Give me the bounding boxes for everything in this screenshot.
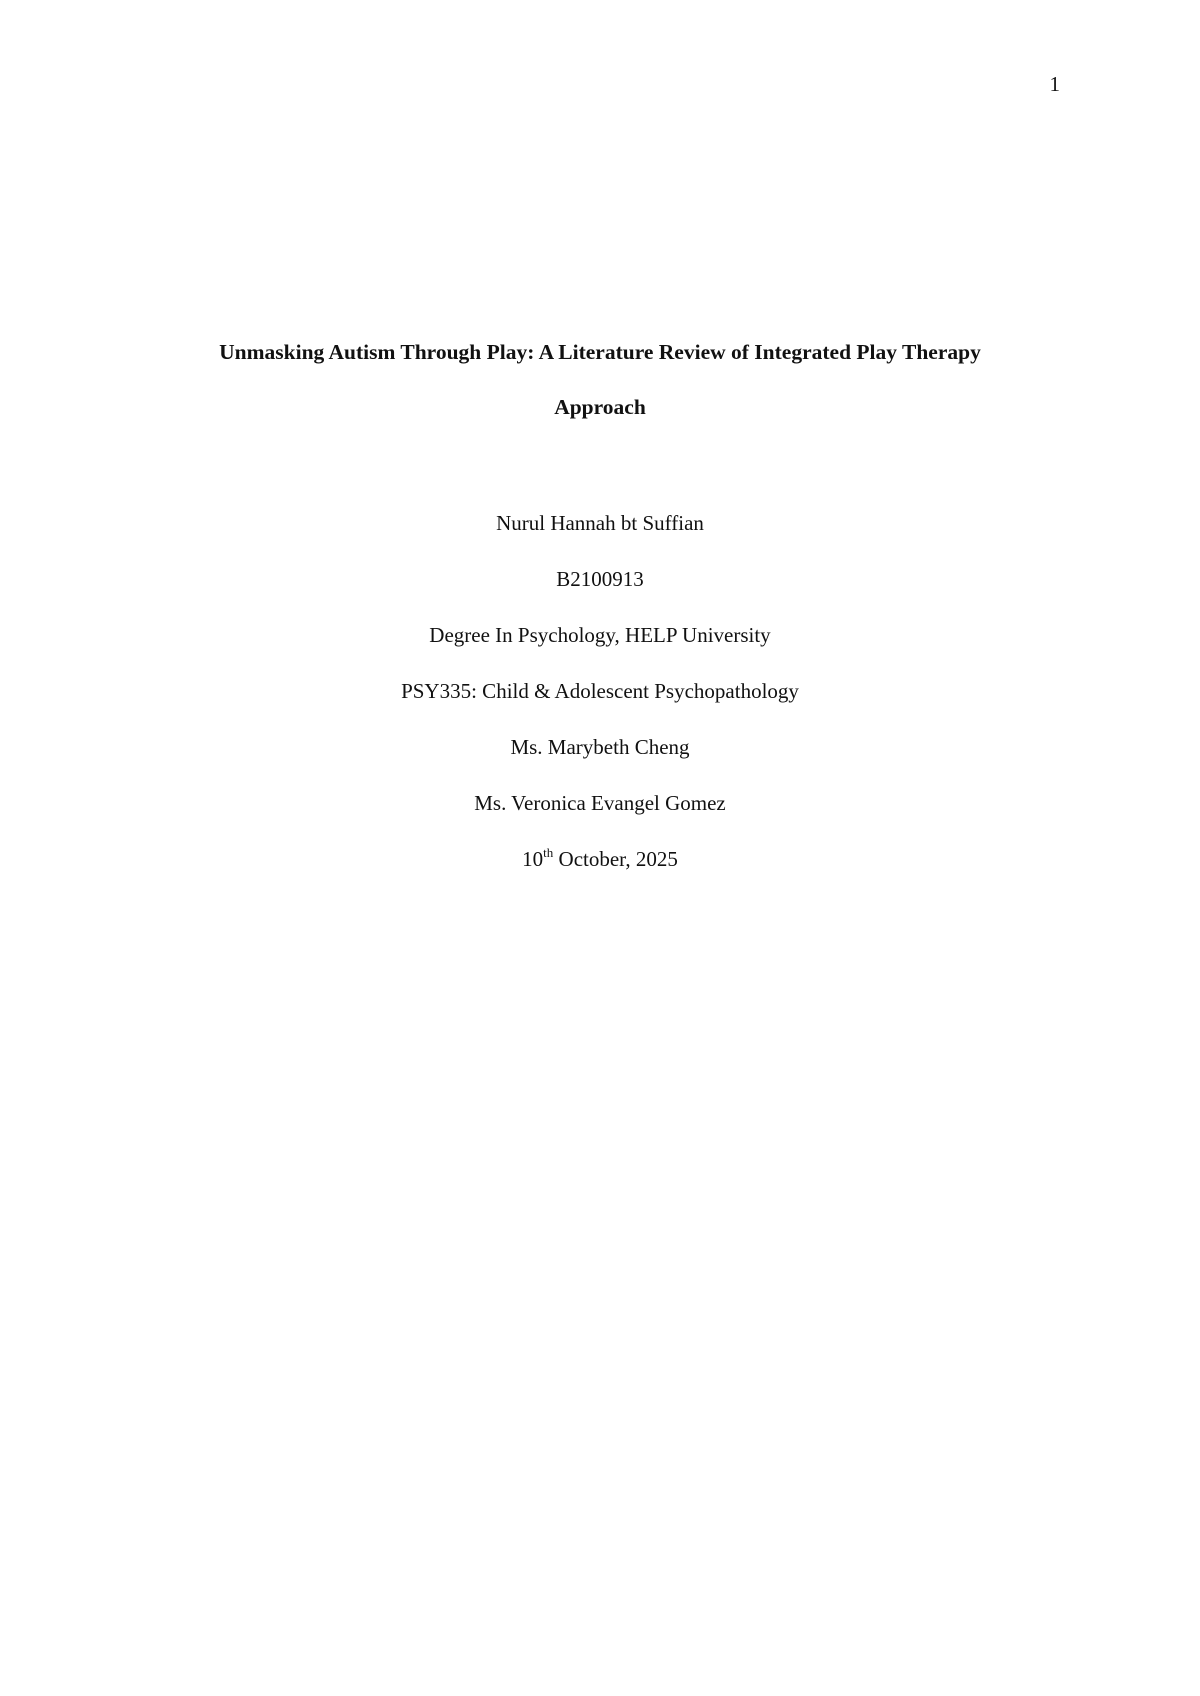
instructor-name-1: Ms. Marybeth Cheng (510, 735, 690, 759)
author-name: Nurul Hannah bt Suffian (496, 511, 704, 535)
submission-date (0, 845, 1200, 873)
instructor-name-2: Ms. Veronica Evangel Gomez (474, 791, 726, 815)
program-affiliation: Degree In Psychology, HELP University (429, 623, 771, 647)
course-name: PSY335: Child & Adolescent Psychopathology (401, 679, 799, 703)
paper-title (0, 338, 1200, 421)
title-line-2: Approach (554, 395, 646, 419)
page-number: 1 (1049, 72, 1060, 96)
title-page-info (0, 509, 1200, 901)
date-month-year: October, 2025 (553, 847, 678, 871)
title-line-1: Unmasking Autism Through Play: A Literature Review of Integrated Play Therapy (219, 340, 981, 364)
date-day-suffix: th (543, 845, 554, 860)
student-id: B2100913 (556, 567, 644, 591)
date-day: 10 (522, 847, 544, 871)
